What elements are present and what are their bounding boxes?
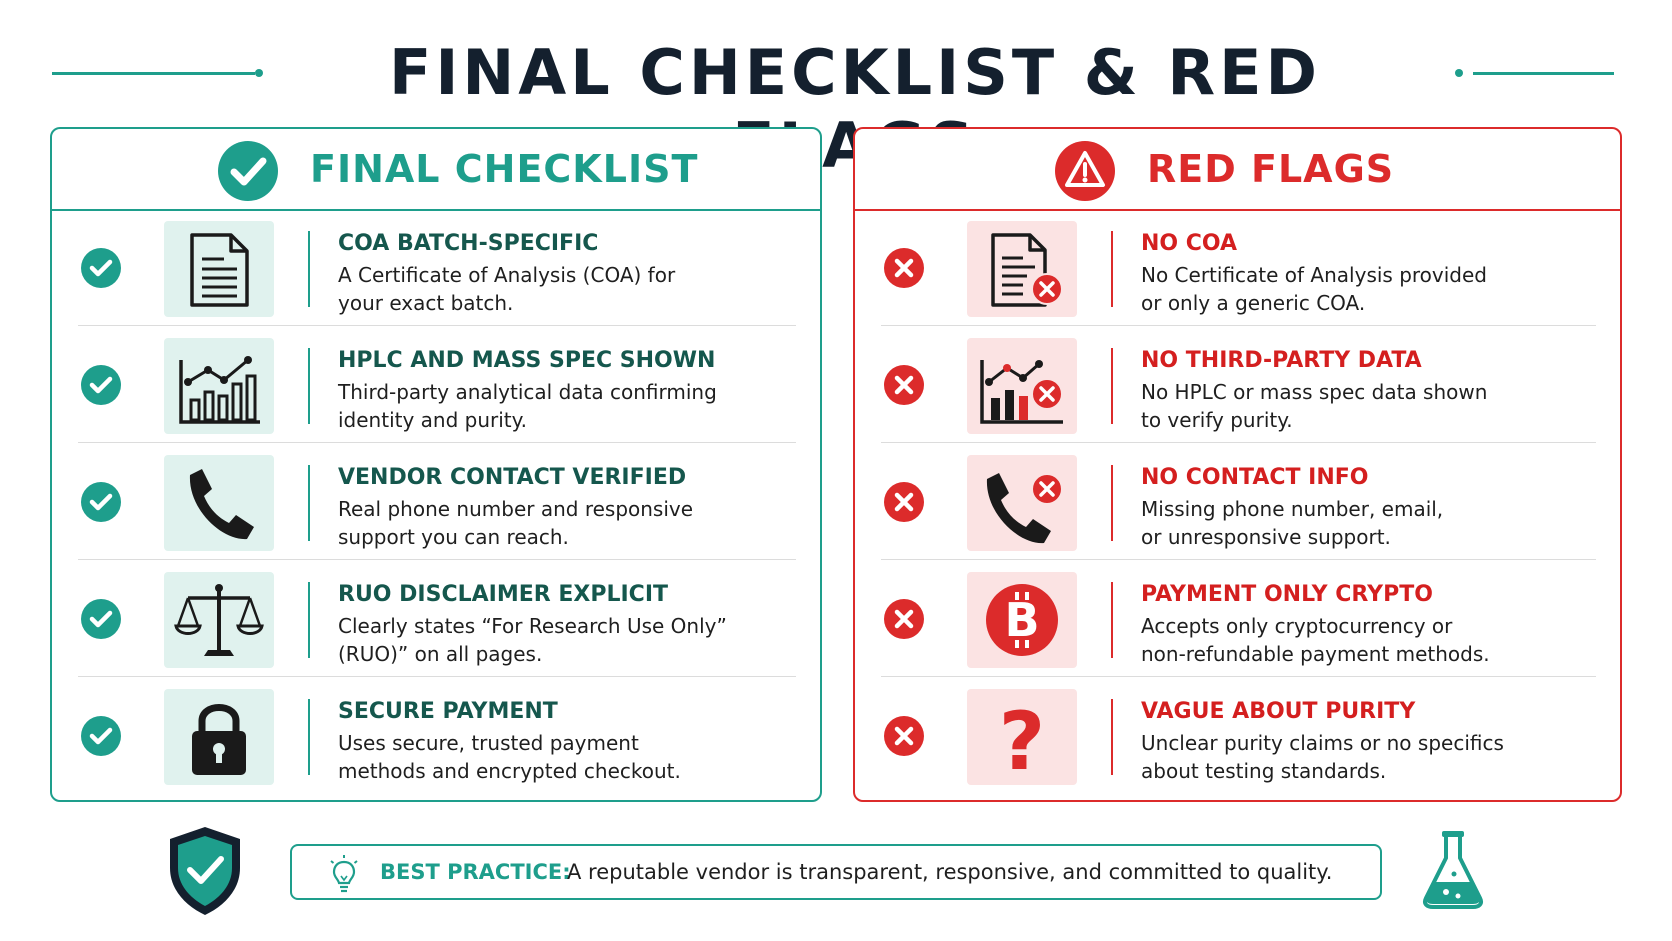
divider: [308, 348, 310, 424]
bitcoin-icon: [967, 572, 1077, 668]
check-circle-icon: [216, 139, 280, 203]
item-description: No HPLC or mass spec data shown to verify purity.: [1141, 380, 1488, 432]
best-practice-label: BEST PRACTICE:: [380, 860, 571, 884]
checklist-item: [52, 677, 820, 794]
x-mark-icon: [883, 364, 925, 406]
divider: [308, 699, 310, 775]
check-mark-icon: [80, 247, 122, 289]
shield-check-icon: [166, 824, 244, 918]
chart-x-icon: [967, 338, 1077, 434]
checklist-item: [52, 560, 820, 677]
checklist-item: [52, 443, 820, 560]
chart-icon-tile: [164, 338, 274, 434]
divider: [1111, 348, 1113, 424]
item-title: NO COA: [1141, 231, 1238, 256]
document-icon: [164, 221, 274, 317]
red-flags-panel: [853, 127, 1622, 802]
phone-icon-tile: [164, 455, 274, 551]
page-title: FINAL CHECKLIST & RED: [389, 36, 1321, 109]
check-mark-icon: [80, 598, 122, 640]
item-title: SECURE PAYMENT: [338, 699, 558, 724]
checklist-item: [52, 209, 820, 326]
checklist-panel: [50, 127, 822, 802]
divider: [308, 231, 310, 307]
item-description: A Certificate of Analysis (COA) for your exact batch.: [338, 263, 676, 315]
item-description: Clearly states “For Research Use Only” (RUO)” on all pages.: [338, 614, 727, 666]
red-flag-item: [855, 443, 1620, 560]
title-line-right: [1473, 72, 1614, 75]
x-mark-icon: [883, 598, 925, 640]
best-practice-box: [290, 844, 1382, 900]
check-mark-icon: [80, 364, 122, 406]
x-mark-icon: [883, 715, 925, 757]
item-title: NO CONTACT INFO: [1141, 465, 1369, 490]
scales-icon-tile: [164, 572, 274, 668]
bitcoin-icon-tile: [967, 572, 1077, 668]
chart-x-icon-tile: [967, 338, 1077, 434]
scales-icon: [164, 572, 274, 668]
red-flags-header: [855, 129, 1620, 211]
red-flag-item: [855, 209, 1620, 326]
red-flag-item: [855, 560, 1620, 677]
svg-text:?: ?: [998, 695, 1046, 785]
red-flag-item: [855, 326, 1620, 443]
item-title: NO THIRD-PARTY DATA: [1141, 348, 1422, 373]
chart-icon: [164, 338, 274, 434]
phone-x-icon: [967, 455, 1077, 551]
lightbulb-icon: [328, 854, 360, 894]
red-flag-item: [855, 677, 1620, 794]
divider: [1111, 699, 1113, 775]
document-x-icon: [967, 221, 1077, 317]
item-title: VENDOR CONTACT VERIFIED: [338, 465, 687, 490]
item-title: RUO DISCLAIMER EXPLICIT: [338, 582, 669, 607]
divider: [1111, 582, 1113, 658]
item-description: Accepts only cryptocurrency or non-refundable payment methods.: [1141, 614, 1490, 666]
title-dot-left: [255, 69, 263, 77]
checklist-header: [52, 129, 820, 211]
title-line-left: [52, 72, 255, 75]
document-x-icon-tile: [967, 221, 1077, 317]
divider: [1111, 465, 1113, 541]
item-description: Missing phone number, email, or unresponsive support.: [1141, 497, 1444, 549]
item-title: COA BATCH-SPECIFIC: [338, 231, 599, 256]
flask-icon: [1420, 828, 1486, 910]
question-icon: [967, 689, 1077, 785]
divider: [308, 465, 310, 541]
item-description: Real phone number and responsive support you can reach.: [338, 497, 694, 549]
checklist-heading: FINAL CHECKLIST: [310, 147, 699, 191]
item-title: HPLC AND MASS SPEC SHOWN: [338, 348, 716, 373]
question-icon-tile: [967, 689, 1077, 785]
item-description: Unclear purity claims or no specifics about testing standards.: [1141, 731, 1504, 783]
title-dot-right: [1455, 69, 1463, 77]
warning-icon: [1053, 139, 1117, 203]
item-title: VAGUE ABOUT PURITY: [1141, 699, 1416, 724]
title-row: [0, 22, 1672, 112]
divider: [1111, 231, 1113, 307]
check-mark-icon: [80, 481, 122, 523]
item-description: Uses secure, trusted payment methods and encrypted checkout.: [338, 731, 681, 783]
item-description: Third-party analytical data confirming identity and purity.: [338, 380, 717, 432]
item-description: No Certificate of Analysis provided or only a generic COA.: [1141, 263, 1487, 315]
x-mark-icon: [883, 481, 925, 523]
phone-x-icon-tile: [967, 455, 1077, 551]
lock-icon: [164, 689, 274, 785]
best-practice-text: A reputable vendor is transparent, responsive, and committed to quality.: [567, 860, 1333, 884]
phone-icon: [164, 455, 274, 551]
divider: [308, 582, 310, 658]
lock-icon-tile: [164, 689, 274, 785]
check-mark-icon: [80, 715, 122, 757]
checklist-item: [52, 326, 820, 443]
x-mark-icon: [883, 247, 925, 289]
document-icon-tile: [164, 221, 274, 317]
item-title: PAYMENT ONLY CRYPTO: [1141, 582, 1433, 607]
svg-text:B: B: [1004, 593, 1040, 647]
red-flags-heading: RED FLAGS: [1147, 147, 1395, 191]
